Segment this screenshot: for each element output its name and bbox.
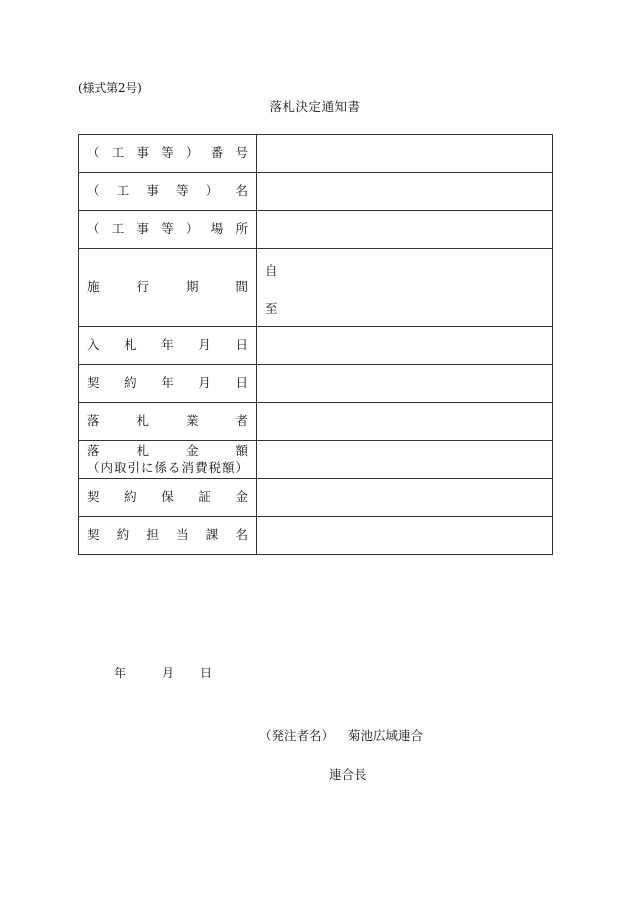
table-row-construction-period	[79, 249, 553, 327]
table-row-construction-location	[79, 211, 553, 249]
label-construction-number: （ 工 事 等 ） 番 号	[79, 135, 257, 173]
label-construction-period: 施 行 期 間	[79, 249, 257, 327]
value-bid-date	[257, 327, 553, 365]
document-title: 落札決定通知書	[269, 99, 361, 114]
table-row-construction-number	[79, 135, 553, 173]
date-month-label: 月	[162, 666, 175, 680]
label-contract-deposit: 契 約 保 証 金	[79, 479, 257, 517]
table-row-bid-date	[79, 327, 553, 365]
label-winning-amount-tax: （内取引に係る消費税額）	[87, 459, 248, 475]
value-contract-deposit	[257, 479, 553, 517]
table-row-winning-bidder	[79, 403, 553, 441]
table-row-contract-deposit	[79, 479, 553, 517]
value-construction-period	[257, 249, 553, 327]
label-contract-department: 契 約 担 当 課 名	[79, 517, 257, 555]
value-winning-amount	[257, 441, 553, 479]
form-number: (様式第2号)	[78, 81, 142, 95]
value-contract-department	[257, 517, 553, 555]
label-bid-date: 入 札 年 月 日	[79, 327, 257, 365]
issue-date	[114, 664, 212, 681]
period-from-label: 自	[265, 263, 278, 278]
value-construction-name	[257, 173, 553, 211]
table-row-contract-department	[79, 517, 553, 555]
label-contract-date: 契 約 年 月 日	[79, 365, 257, 403]
label-construction-location: （ 工 事 等 ） 場 所	[79, 211, 257, 249]
date-day-label: 日	[200, 666, 213, 680]
table-row-contract-date	[79, 365, 553, 403]
value-contract-date	[257, 365, 553, 403]
table-row-construction-name	[79, 173, 553, 211]
issuer-line	[259, 726, 423, 744]
issuer-label: （発注者名）	[259, 728, 335, 743]
issuer-title: 連合長	[329, 767, 367, 782]
label-construction-name: （ 工 事 等 ） 名	[79, 173, 257, 211]
notice-table	[78, 134, 553, 555]
value-winning-bidder	[257, 403, 553, 441]
label-winning-amount-main: 落 札 金 額	[87, 442, 248, 458]
value-construction-location	[257, 211, 553, 249]
date-year-label: 年	[114, 666, 127, 680]
table-row-winning-amount	[79, 441, 553, 479]
issuer-name: 菊池広域連合	[348, 728, 424, 743]
label-winning-amount	[79, 441, 257, 479]
value-construction-number	[257, 135, 553, 173]
period-to-label: 至	[265, 301, 278, 316]
label-winning-bidder: 落 札 業 者	[79, 403, 257, 441]
